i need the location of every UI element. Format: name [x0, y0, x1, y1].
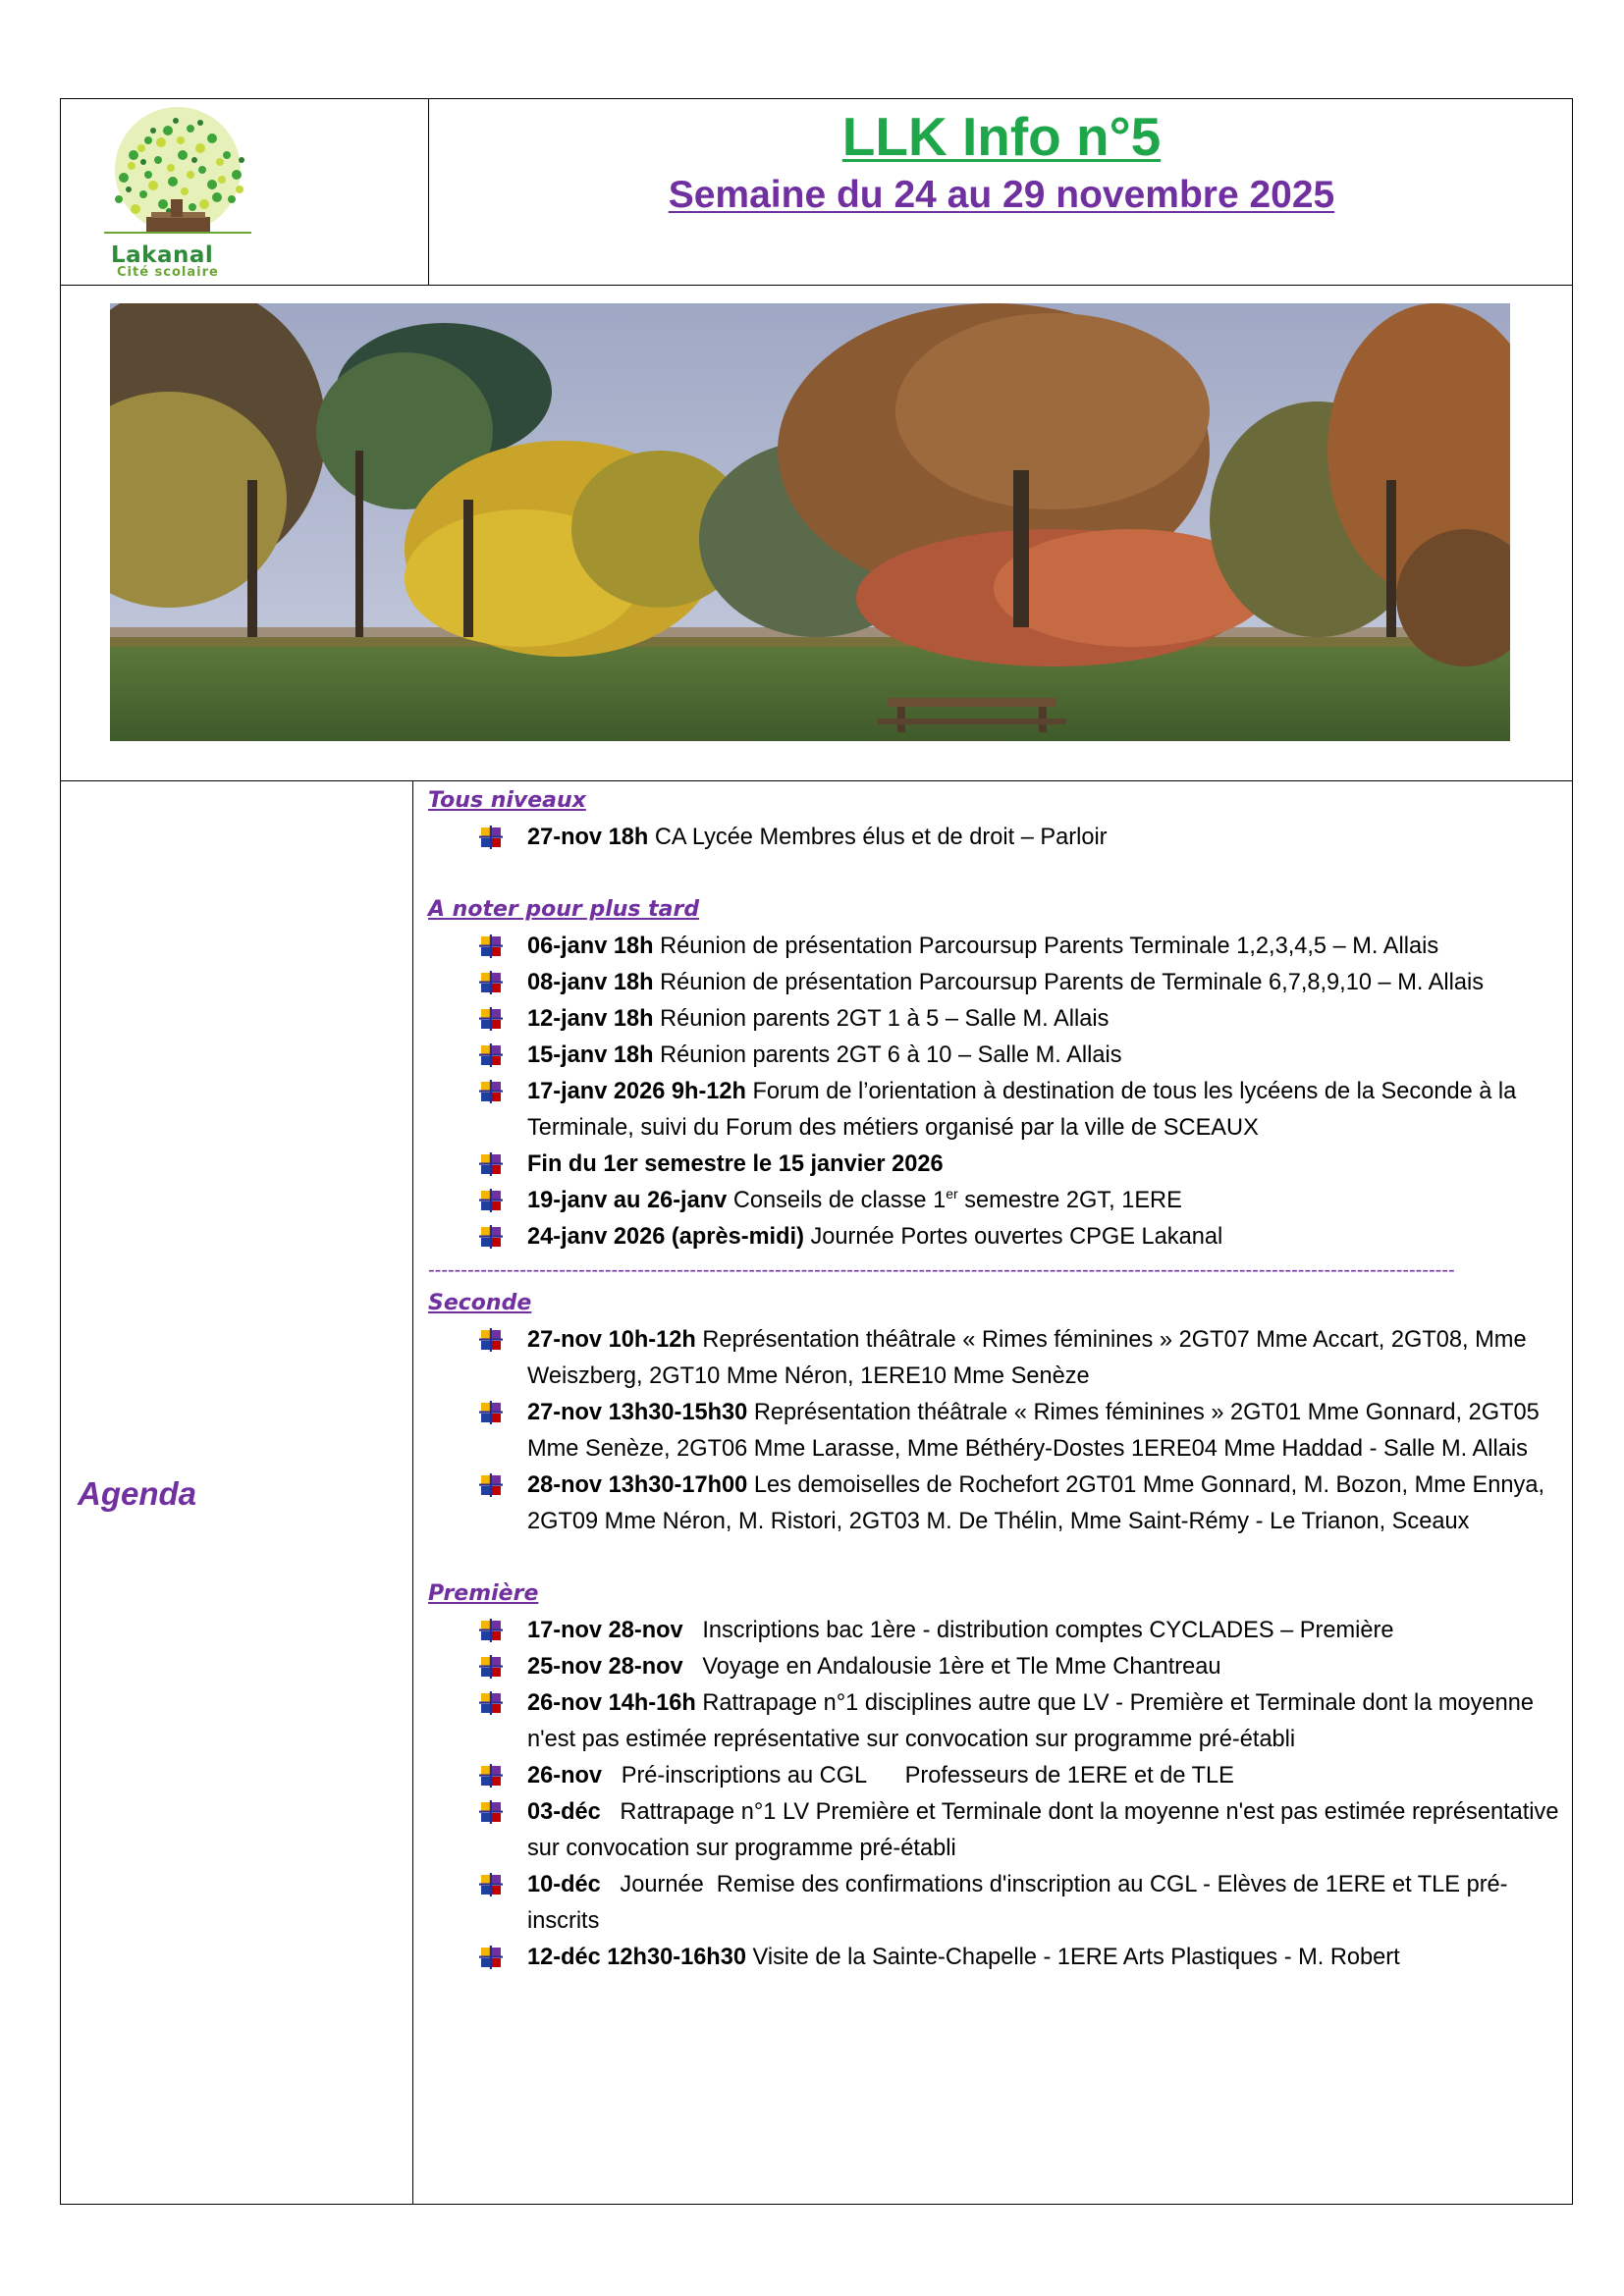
bullet-icon [479, 1873, 503, 1896]
list-item: Fin du 1er semestre le 15 janvier 2026 [428, 1147, 1567, 1183]
bullet-icon [479, 934, 503, 958]
bullet-icon [479, 1189, 503, 1212]
list-item: 03-déc Rattrapage n°1 LV Première et Terminale dont la moyenne n'est pas estimée représentative sur convocation sur programme pré-établi [428, 1794, 1567, 1867]
list-item: 26-nov Pré-inscriptions au CGL Professeurs de 1ERE et de TLE [428, 1758, 1567, 1794]
header-bottom-rule [61, 285, 1572, 286]
bullet-icon [479, 1619, 503, 1642]
bullet-icon [479, 1080, 503, 1103]
bullet-icon [479, 1473, 503, 1497]
list-item: 27-nov 10h-12h Représentation théâtrale « Rimes féminines » 2GT07 Mme Accart, 2GT08, Mme Weiszberg, 2GT10 Mme Néron, 1ERE10 Mme Senèze [428, 1322, 1567, 1395]
list-item: 12-janv 18h Réunion parents 2GT 1 à 5 – Salle M. Allais [428, 1001, 1567, 1038]
page-subtitle: Semaine du 24 au 29 novembre 2025 [668, 174, 1335, 216]
agenda-label: Agenda [78, 1475, 197, 1512]
list-item: 24-janv 2026 (après-midi) Journée Portes ouvertes CPGE Lakanal [428, 1219, 1567, 1255]
bullet-icon [479, 1655, 503, 1679]
bullet-icon [479, 1764, 503, 1788]
list-item: 17-nov 28-nov Inscriptions bac 1ère - distribution comptes CYCLADES – Première [428, 1613, 1567, 1649]
list-item: 06-janv 18h Réunion de présentation Parcoursup Parents Terminale 1,2,3,4,5 – M. Allais [428, 929, 1567, 965]
list-item: 25-nov 28-nov Voyage en Andalousie 1ère et Tle Mme Chantreau [428, 1649, 1567, 1685]
logo-subtitle: Cité scolaire [117, 265, 219, 280]
bullet-icon [479, 826, 503, 849]
header-title-block [429, 105, 1574, 219]
list-item: 12-déc 12h30-16h30 Visite de la Sainte-Chapelle - 1ERE Arts Plastiques - M. Robert [428, 1940, 1567, 1976]
autumn-park-photo [110, 303, 1510, 741]
list-item: 15-janv 18h Réunion parents 2GT 6 à 10 – Salle M. Allais [428, 1038, 1567, 1074]
bullet-icon [479, 1401, 503, 1424]
section-heading-tous-niveaux: Tous niveaux [428, 788, 586, 813]
list-item: 27-nov 13h30-15h30 Représentation théâtrale « Rimes féminines » 2GT01 Mme Gonnard, 2GT05 Mme Senèze, 2GT06 Mme Larasse, Mme Béthéry-Dostes 1ERE04 Mme Haddad - Salle M. Allais [428, 1395, 1567, 1468]
newsletter-frame [60, 98, 1573, 2205]
list-item: 27-nov 18h CA Lycée Membres élus et de droit – Parloir [428, 820, 1567, 856]
bullet-icon [479, 1800, 503, 1824]
bullet-icon [479, 1043, 503, 1067]
list-item: 19-janv au 26-janv Conseils de classe 1er semestre 2GT, 1ERE [428, 1183, 1567, 1219]
bullet-icon [479, 1946, 503, 1969]
bullet-icon [479, 1328, 503, 1352]
bullet-icon [479, 1152, 503, 1176]
bullet-icon [479, 1225, 503, 1249]
section-heading-a-noter: A noter pour plus tard [428, 897, 700, 922]
logo-name: Lakanal [111, 242, 214, 268]
bullet-icon [479, 1007, 503, 1031]
bullet-icon [479, 1691, 503, 1715]
agenda-content [428, 782, 1567, 1976]
list-item: 08-janv 18h Réunion de présentation Parcoursup Parents de Terminale 6,7,8,9,10 – M. Allais [428, 965, 1567, 1001]
list-item: 26-nov 14h-16h Rattrapage n°1 disciplines autre que LV - Première et Terminale dont la moyenne n'est pas estimée représentative sur convocation sur programme pré-établi [428, 1685, 1567, 1758]
photo-bottom-rule [61, 780, 1572, 781]
agenda-divider [412, 780, 413, 2204]
section-heading-seconde: Seconde [428, 1291, 532, 1315]
page-title: LLK Info n°5 [841, 106, 1162, 167]
section-separator: ------------------------------------------------------------------------------------------------------------------------------------------------------------- [428, 1259, 1455, 1281]
bullet-icon [479, 971, 503, 994]
list-item: 17-janv 2026 9h-12h Forum de l’orientation à destination de tous les lycéens de la Seconde à la Terminale, suivi du Forum des métiers organisé par la ville de SCEAUX [428, 1074, 1567, 1147]
list-item: 28-nov 13h30-17h00 Les demoiselles de Rochefort 2GT01 Mme Gonnard, M. Bozon, Mme Ennya, 2GT09 Mme Néron, M. Ristori, 2GT03 M. De Thélin, Mme Saint-Rémy - Le Trianon, Sceaux [428, 1468, 1567, 1540]
section-heading-premiere: Première [428, 1581, 539, 1606]
list-item: 10-déc Journée Remise des confirmations d'inscription au CGL - Elèves de 1ERE et TLE pré-inscrits [428, 1867, 1567, 1940]
logo-text [111, 242, 219, 280]
